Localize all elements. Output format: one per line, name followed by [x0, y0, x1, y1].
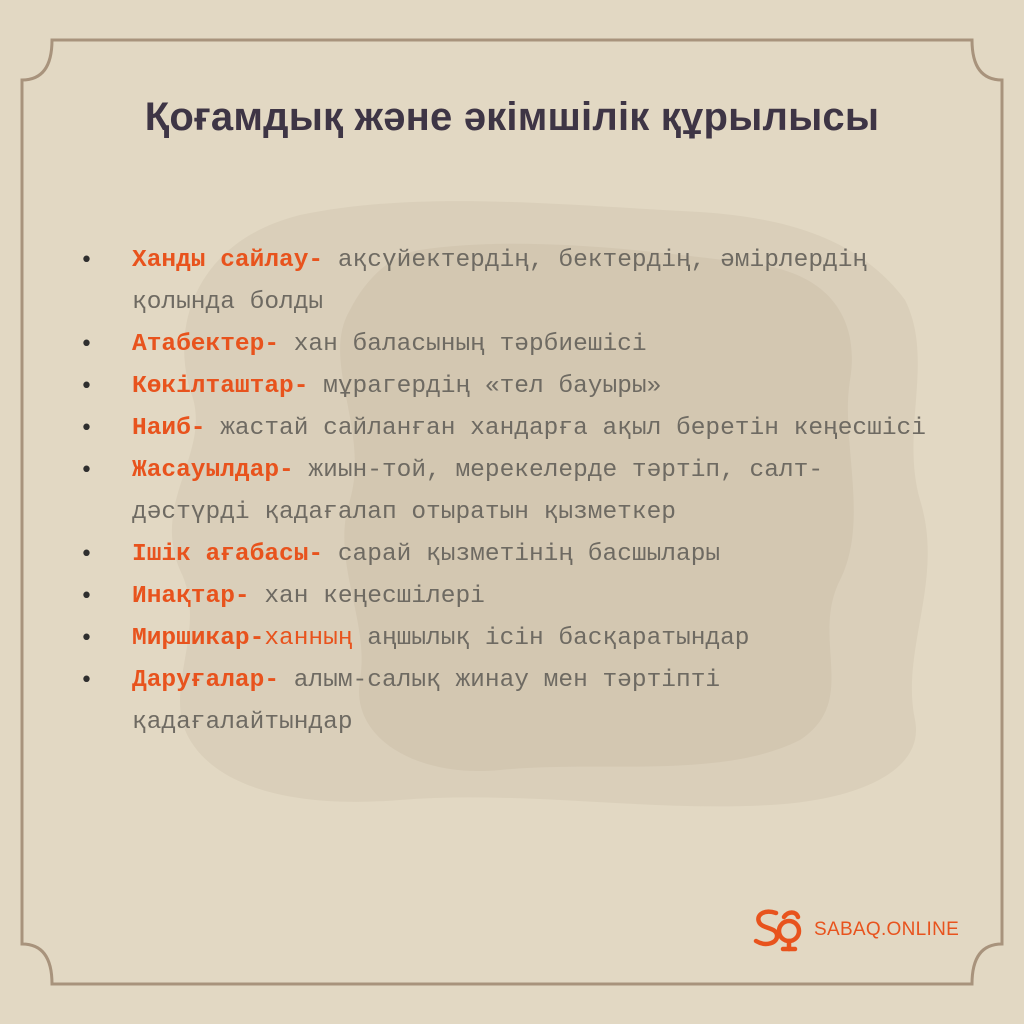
list-item [80, 660, 940, 744]
list-item [80, 576, 940, 618]
bullet-icon: • [80, 374, 93, 399]
list-item [80, 618, 940, 660]
list-item [80, 408, 940, 450]
term-label: Наиб- [132, 415, 206, 442]
logo-text: SABAQ.ONLINE [814, 919, 960, 940]
term-label: Миршикар- [132, 625, 265, 652]
term-description: алым-салық жинау мен тәртіпті қадағалайтындар [132, 667, 721, 736]
bullet-icon: • [80, 416, 93, 441]
bullet-icon: • [80, 248, 93, 273]
bullet-icon: • [80, 332, 93, 357]
list-item [80, 534, 940, 576]
bullet-icon: • [80, 626, 93, 651]
bullet-icon: • [80, 458, 93, 483]
term-description: жастай сайланған хандарға ақыл беретін кеңесшісі [205, 415, 926, 442]
term-label: Жасауылдар- [132, 457, 294, 484]
term-list [80, 240, 940, 744]
term-label: Көкілташтар- [132, 373, 309, 400]
term-label: Ханды сайлау- [132, 247, 324, 274]
term-label: Атабектер- [132, 331, 280, 358]
bullet-icon: • [80, 542, 93, 567]
sabaq-online-logo[interactable] [750, 905, 959, 955]
term-label: Инақтар- [132, 583, 250, 610]
page-title: Қоғамдық және әкімшілік құрылысы [144, 95, 880, 139]
term-accent-word: ханның [264, 625, 353, 652]
term-description: аңшылық ісін басқаратындар [352, 625, 750, 652]
list-item [80, 240, 940, 324]
term-description: хан кеңесшілері [249, 583, 485, 610]
bullet-icon: • [80, 668, 93, 693]
list-item [80, 366, 940, 408]
list-item [80, 450, 940, 534]
bullet-icon: • [80, 584, 93, 609]
term-label: Даруғалар- [132, 667, 280, 694]
term-description: ақсүйектердің, бектердің, әмірлердің қолында болды [132, 247, 868, 316]
list-item [80, 324, 940, 366]
term-description: жиын-той, мерекелерде тәртіп, салт-дәстүрді қадағалап отыратын қызметкер [132, 457, 824, 526]
term-description: сарай қызметінің басшылары [323, 541, 721, 568]
term-label: Ішік ағабасы- [132, 541, 324, 568]
term-description: мұрагердің «тел бауыры» [308, 373, 662, 400]
term-description: хан баласының тәрбиешісі [279, 331, 647, 358]
sabaq-logo-icon [750, 905, 808, 955]
